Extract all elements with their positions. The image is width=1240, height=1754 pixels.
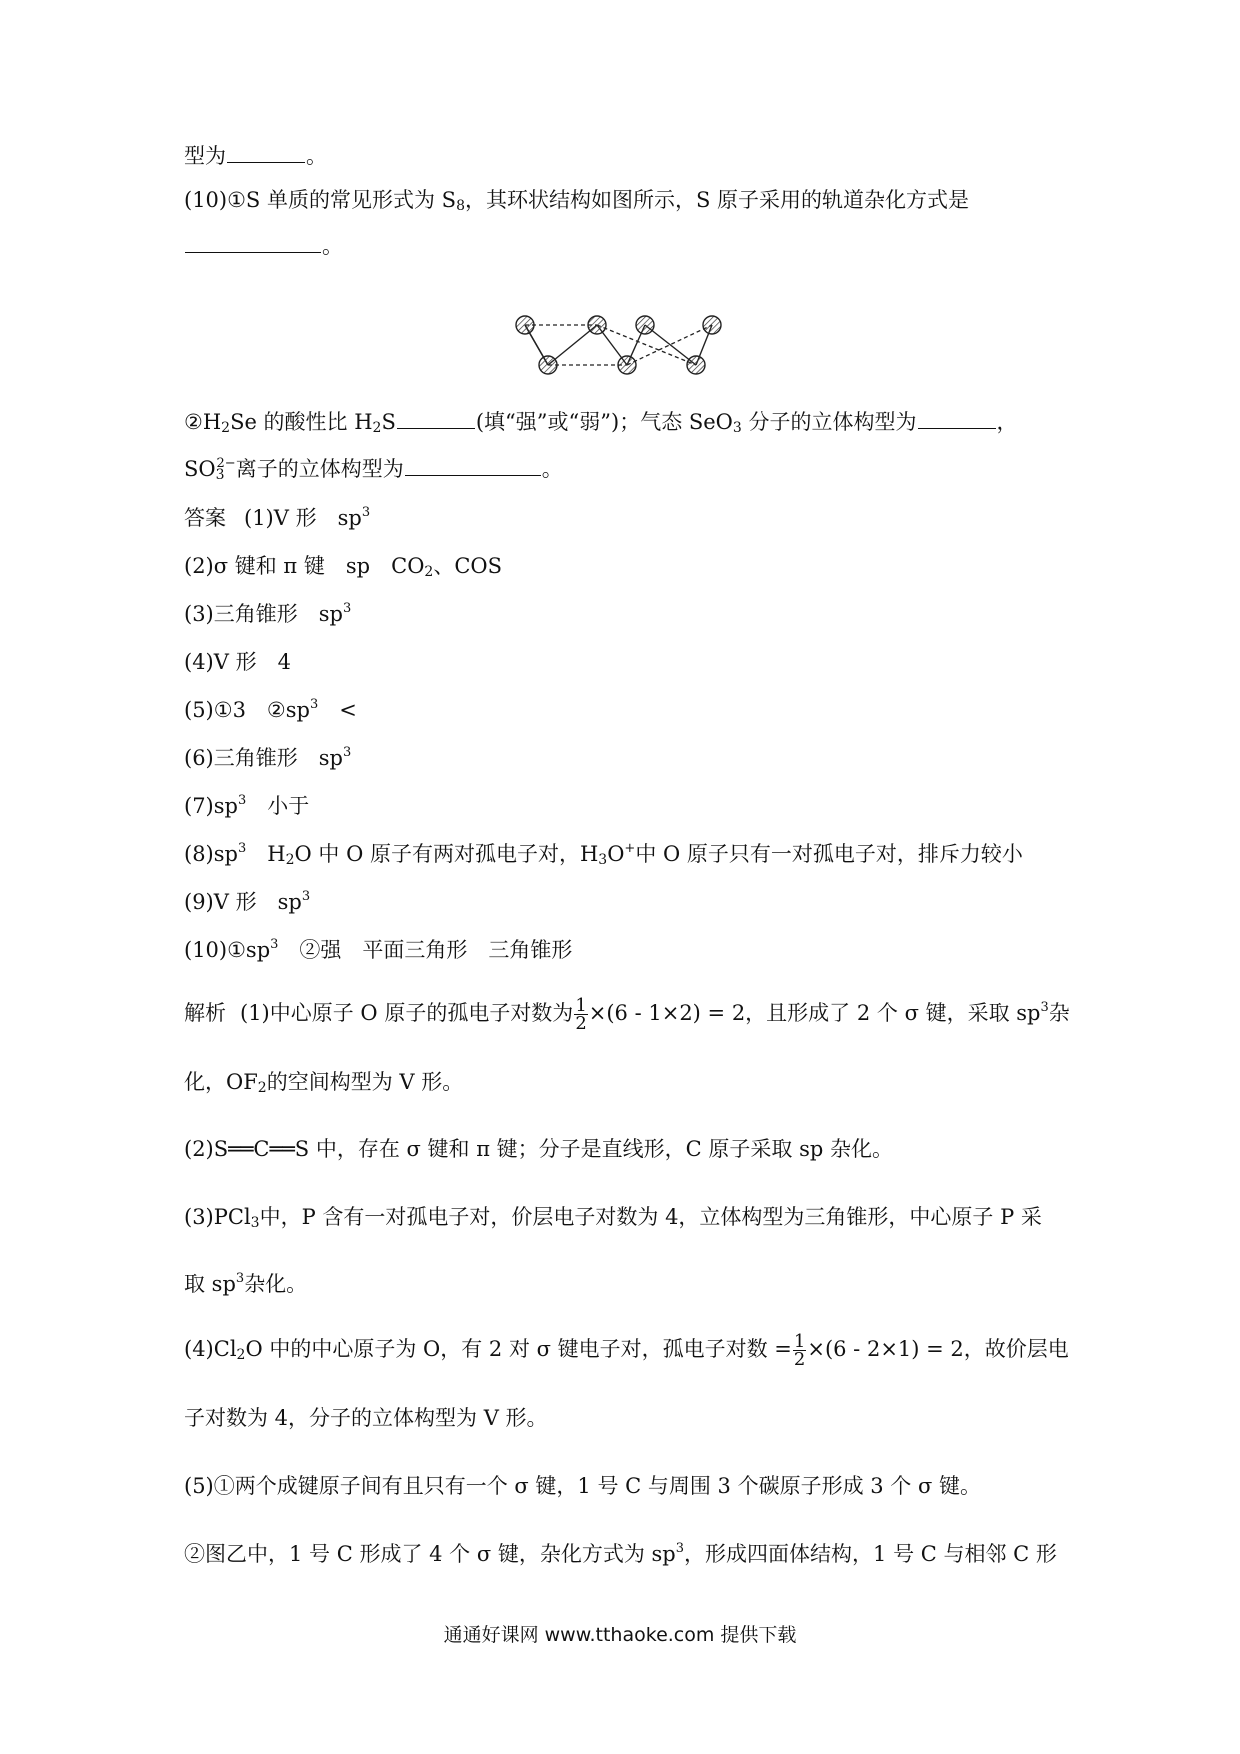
fraction <box>574 997 587 1032</box>
subscript: 3 <box>732 420 742 436</box>
answer-label: 答案 <box>184 506 226 530</box>
analysis-3-cont <box>184 1270 1064 1298</box>
sulfur-atom <box>703 316 721 334</box>
text: S <box>381 410 396 434</box>
superscript: 3 <box>237 793 247 808</box>
superscript: 3 <box>342 745 352 760</box>
subscript: 3 <box>598 852 608 868</box>
text: ②图乙中，1 号 C 形成了 4 个 σ 键，杂化方式为 sp <box>184 1542 676 1566</box>
subscript: 2 <box>372 420 382 436</box>
text: 化，OF <box>184 1070 258 1094</box>
text: O 中的中心原子为 O，有 2 对 σ 键电子对，孤电子对数 = <box>245 1337 792 1361</box>
text: 。 <box>541 457 563 481</box>
text: < <box>318 698 357 722</box>
text: 。 <box>306 144 327 168</box>
text: 离子的立体构型为 <box>235 457 404 481</box>
text: 的空间构型为 V 形。 <box>266 1070 464 1094</box>
superscript: 3 <box>309 697 319 712</box>
text: (3)PCl <box>184 1205 251 1229</box>
text: O 中 O 原子有两对孤电子对，H <box>294 842 599 866</box>
text: SO <box>184 457 216 481</box>
text: (1)中心原子 O 原子的孤电子对数为 <box>240 1001 574 1025</box>
text: 杂 <box>1048 1001 1070 1025</box>
text: 中，P 含有一对孤电子对，价层电子对数为 4，立体构型为三角锥形，中心原子 P 采 <box>259 1205 1042 1229</box>
text: (10)①S 单质的常见形式为 S <box>184 188 457 212</box>
superscript: 3 <box>301 889 311 904</box>
text: (4)V 形 4 <box>184 650 291 674</box>
text: 子对数为 4，分子的立体构型为 V 形。 <box>184 1406 548 1430</box>
subscript: 2 <box>285 852 295 868</box>
text: 小于 <box>246 794 310 818</box>
analysis-1 <box>184 995 1070 1034</box>
fraction-denominator: 2 <box>793 1349 806 1370</box>
answer-blank[interactable] <box>918 408 996 429</box>
text: 型为 <box>184 144 226 168</box>
answer-blank[interactable] <box>227 142 305 163</box>
analysis-4-cont <box>184 1404 1064 1432</box>
fraction-numerator: 1 <box>793 1331 806 1352</box>
text: 分子的立体构型为 <box>741 410 917 434</box>
superscript: 3 <box>235 1271 245 1286</box>
answer-8 <box>184 840 1064 868</box>
analysis-4 <box>184 1331 1069 1370</box>
fraction-denominator: 2 <box>575 1013 587 1034</box>
text: (9)V 形 sp <box>184 890 302 914</box>
text: 、COS <box>433 554 503 578</box>
subscript: 2 <box>236 1347 246 1363</box>
answer-6 <box>184 744 1064 772</box>
analysis-2 <box>184 1135 1064 1163</box>
subscript: 8 <box>456 198 465 214</box>
subscript: 2 <box>424 564 434 580</box>
analysis-3 <box>184 1203 1064 1231</box>
answer-2 <box>184 552 1064 580</box>
answer-7 <box>184 792 1064 820</box>
text: 取 sp <box>184 1272 236 1296</box>
page-footer: 通通好课网 www.tthaoke.com 提供下载 <box>443 1624 797 1646</box>
superscript: 3 <box>270 937 279 952</box>
analysis-6 <box>184 1540 1064 1568</box>
text: (6)三角锥形 sp <box>184 746 343 770</box>
text: (4)Cl <box>184 1337 237 1361</box>
text: ×(6 - 1×2) = 2，且形成了 2 个 σ 键，采取 sp <box>588 1001 1041 1025</box>
fraction <box>793 1333 806 1368</box>
text: ，形成四面体结构，1 号 C 与相邻 C 形 <box>684 1542 1057 1566</box>
superscript: 3 <box>1040 1000 1049 1015</box>
text: (8)sp <box>184 842 238 866</box>
text: (3)三角锥形 sp <box>184 602 343 626</box>
text: ②H <box>184 410 222 434</box>
superscript: 3 <box>675 1541 685 1556</box>
text: (5)①两个成键原子间有且只有一个 σ 键，1 号 C 与周围 3 个碳原子形成 3 个 σ 键。 <box>184 1474 981 1498</box>
answer-1 <box>184 504 1064 532</box>
text: (5)①3 ②sp <box>184 698 310 722</box>
analysis-1-cont <box>184 1068 1064 1096</box>
question-tail <box>184 142 1064 170</box>
text: (7)sp <box>184 794 238 818</box>
answer-blank[interactable] <box>405 455 541 476</box>
analysis-label: 解析 <box>184 1001 226 1025</box>
superscript: 2− <box>216 456 236 471</box>
subscript: 3 <box>215 467 225 483</box>
text: ②强 平面三角形 三角锥形 <box>278 938 573 962</box>
answer-3 <box>184 600 1064 628</box>
subscript: 3 <box>250 1215 260 1231</box>
text: (1)V 形 sp <box>244 506 362 530</box>
sulfur-atom <box>687 356 705 374</box>
sulfur-atom <box>516 316 534 334</box>
question-10-part3 <box>184 455 1064 483</box>
text: 杂化。 <box>244 1272 308 1296</box>
text: O <box>607 842 625 866</box>
text: ， <box>996 410 1018 434</box>
text: 中 O 原子只有一对孤电子对，排斥力较小 <box>635 842 1023 866</box>
text: Se 的酸性比 H <box>230 410 373 434</box>
superscript: 3 <box>237 841 247 856</box>
answer-4 <box>184 648 1064 676</box>
text: (填“强”或“弱”)；气态 SeO <box>475 410 733 434</box>
question-10-part2 <box>184 408 1064 436</box>
text: (2)σ 键和 π 键 sp CO <box>184 554 425 578</box>
answer-9 <box>184 888 1064 916</box>
sulfur-atom <box>539 356 557 374</box>
superscript: 3 <box>342 601 352 616</box>
subscript: 2 <box>221 420 231 436</box>
sulfur-atom <box>636 316 654 334</box>
fraction-numerator: 1 <box>575 995 587 1016</box>
question-10-line2 <box>184 232 1064 260</box>
sulfur-atom <box>588 316 606 334</box>
question-10-line1 <box>184 186 1064 214</box>
text: ，其环状结构如图所示，S 原子采用的轨道杂化方式是 <box>464 188 970 212</box>
text: (10)①sp <box>184 938 271 962</box>
text: (2)S══C══S 中，存在 σ 键和 π 键；分子是直线形，C 原子采取 sp 杂化。 <box>184 1137 893 1161</box>
analysis-5 <box>184 1472 1064 1500</box>
text: H <box>246 842 286 866</box>
subscript: 2 <box>257 1080 267 1096</box>
superscript: 3 <box>361 505 371 520</box>
answer-5 <box>184 696 1064 724</box>
superscript: + <box>624 841 636 856</box>
answer-blank[interactable] <box>397 408 475 429</box>
text: 。 <box>322 234 343 258</box>
answer-10 <box>184 936 1064 964</box>
answer-blank[interactable] <box>185 232 321 253</box>
sulfur-atom <box>618 356 636 374</box>
text: ×(6 - 2×1) = 2，故价层电 <box>807 1337 1069 1361</box>
